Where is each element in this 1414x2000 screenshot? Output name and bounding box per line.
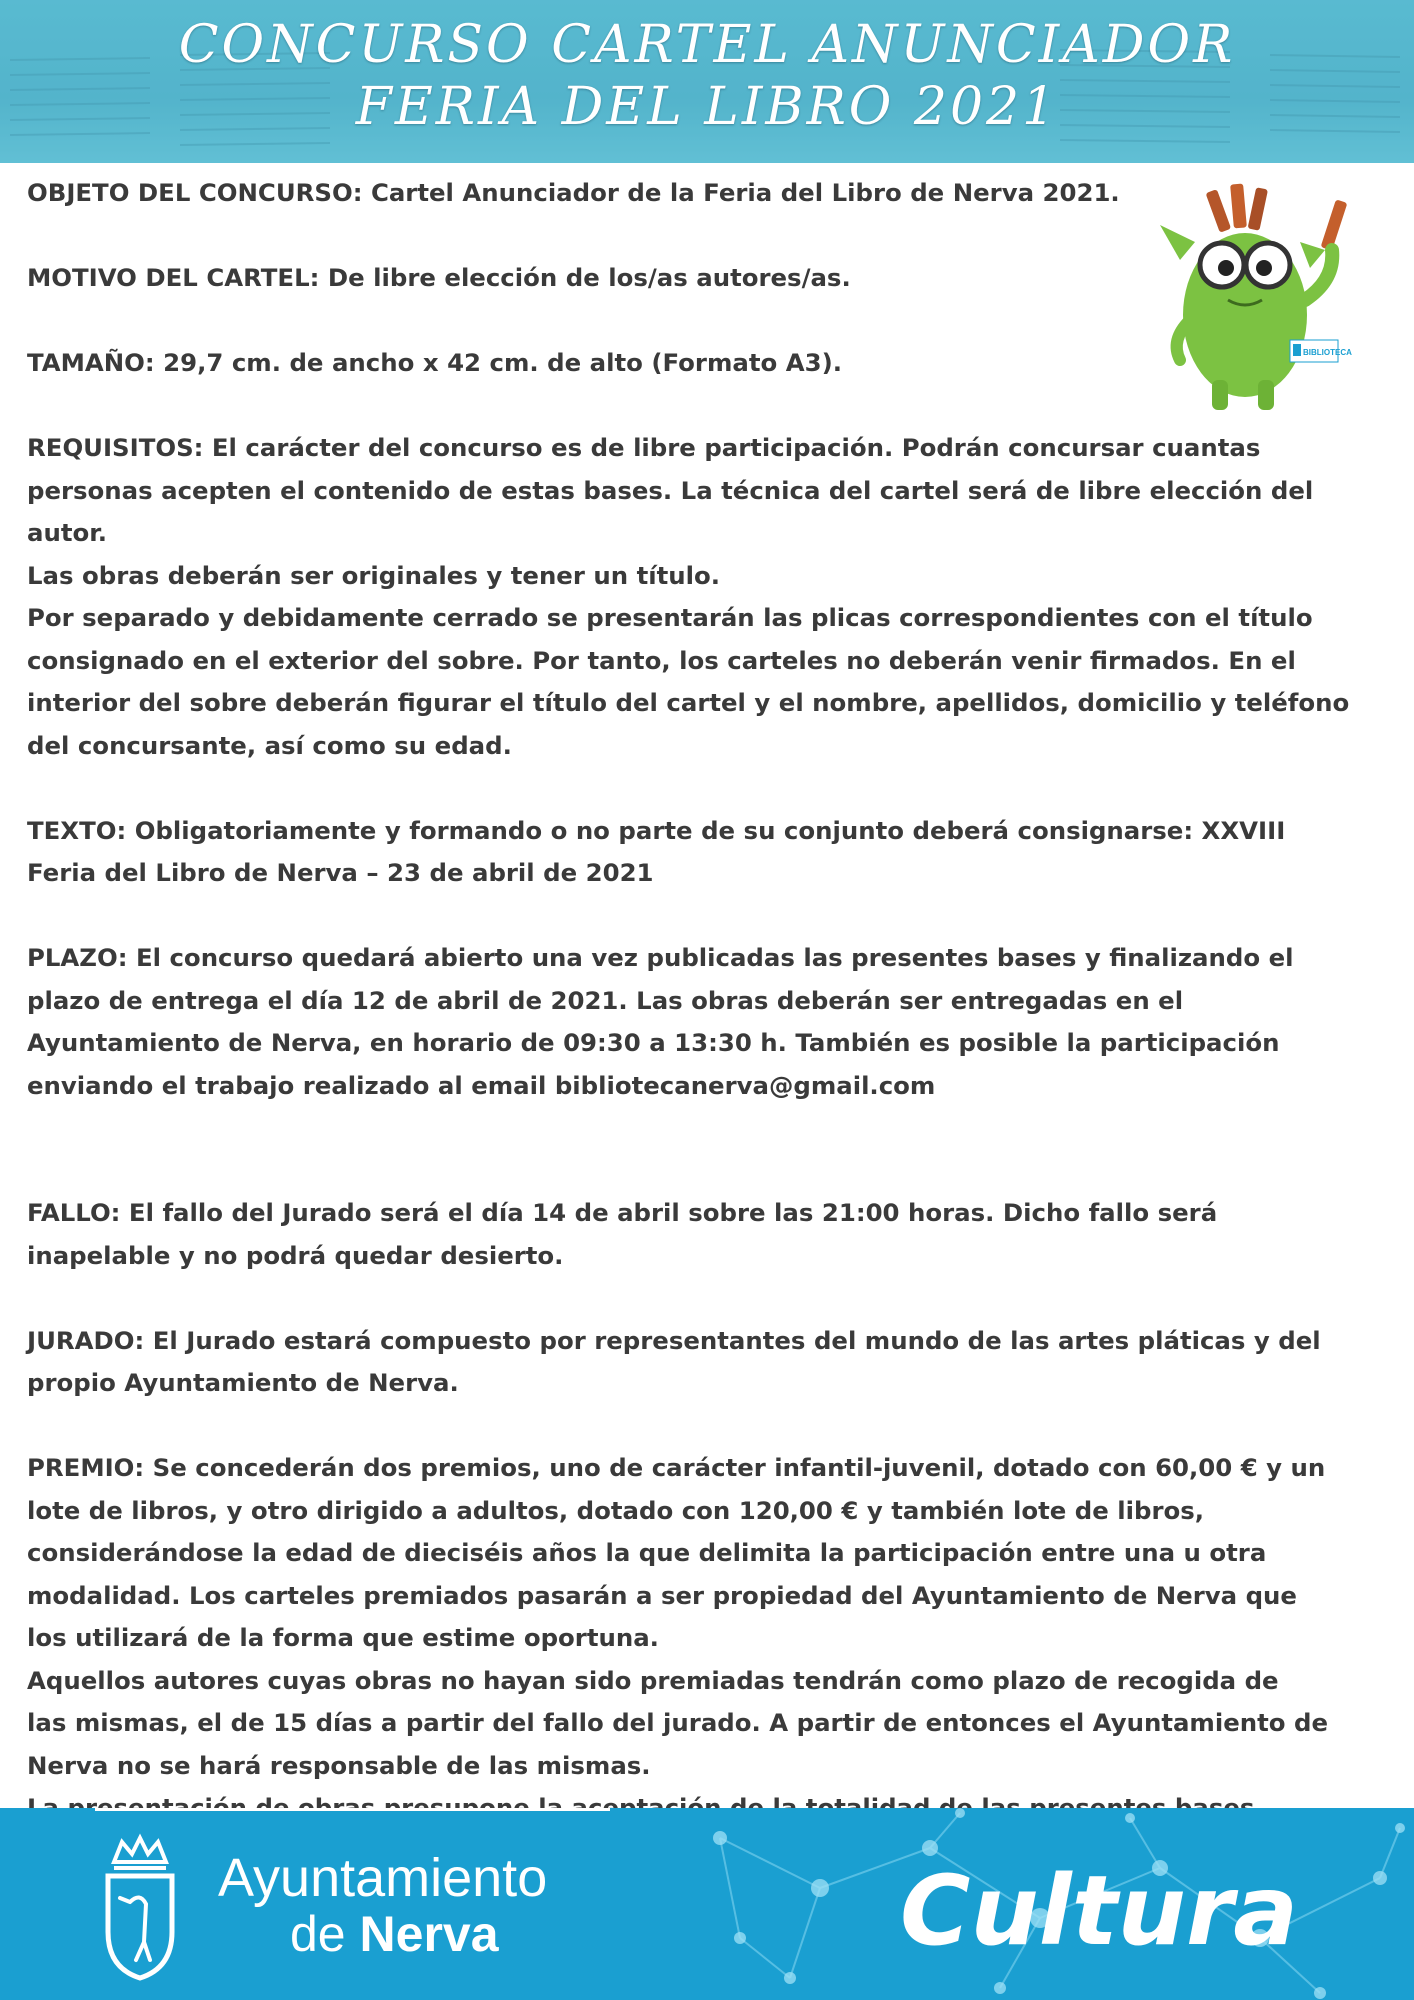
section-plazo (27, 937, 1397, 1107)
premio-line: Aquellos autores cuyas obras no hayan sido premiadas tendrán como plazo de recogida de (27, 1665, 1279, 1695)
section-objeto (27, 172, 1397, 215)
poster-body (27, 172, 1397, 1830)
biblioteca-badge-text: BIBLIOTECA (1303, 348, 1352, 357)
texto-line: TEXTO: Obligatoriamente y formando o no parte de su conjunto deberá consignarse: XXVIII (27, 815, 1286, 845)
nerva-coat-of-arms-icon (100, 1832, 180, 1982)
requisitos-line: personas acepten el contenido de estas bases. La técnica del cartel será de libre elección del (27, 475, 1314, 505)
plazo-line: plazo de entrega el día 12 de abril de 2021. Las obras deberán ser entregadas en el (27, 985, 1184, 1015)
objeto-text: OBJETO DEL CONCURSO: Cartel Anunciador de la Feria del Libro de Nerva 2021. (27, 178, 1120, 207)
plazo-line: PLAZO: El concurso quedará abierto una vez publicadas las presentes bases y finalizando el (27, 943, 1294, 972)
title-line-2: FERIA DEL LIBRO 2021 (355, 77, 1059, 137)
jurado-line: JURADO: El Jurado estará compuesto por representantes del mundo de las artes pláticas y del (27, 1325, 1321, 1355)
plazo-line: enviando el trabajo realizado al email bibliotecanerva@gmail.com (27, 1070, 936, 1100)
section-tamano (27, 342, 1397, 385)
requisitos-line: autor. (27, 518, 108, 547)
section-fallo (27, 1192, 1397, 1277)
requisitos-line: del concursante, así como su edad. (27, 730, 512, 760)
premio-line: considerándose la edad de dieciséis años la que delimita la participación entre una u otra (27, 1538, 1267, 1567)
requisitos-line: REQUISITOS: El carácter del concurso es de libre participación. Podrán concursar cuantas (27, 433, 1261, 462)
motivo-text: MOTIVO DEL CARTEL: De libre elección de los/as autores/as. (27, 263, 851, 292)
section-jurado (27, 1320, 1397, 1405)
premio-line: Nerva no se hará responsable de las mismas. (27, 1750, 651, 1780)
premio-line: los utilizará de la forma que estime oportuna. (27, 1623, 659, 1652)
de-text: de (290, 1906, 346, 1962)
cultura-label: Cultura (900, 1855, 1299, 1967)
jurado-line: propio Ayuntamiento de Nerva. (27, 1368, 459, 1397)
poster-title (0, 14, 1414, 138)
requisitos-line: consignado en el exterior del sobre. Por tanto, los carteles no deberán venir firmados. En el (27, 645, 1296, 675)
premio-line: modalidad. Los carteles premiados pasarán a ser propiedad del Ayuntamiento de Nerva que (27, 1580, 1297, 1610)
fallo-line: FALLO: El fallo del Jurado será el día 14 de abril sobre las 21:00 horas. Dicho fallo será (27, 1198, 1218, 1227)
header-banner (0, 0, 1414, 163)
title-line-1: CONCURSO CARTEL ANUNCIADOR (178, 15, 1236, 75)
premio-line: las mismas, el de 15 días a partir del fallo del jurado. A partir de entonces el Ayuntamiento de (27, 1708, 1329, 1737)
section-texto (27, 810, 1397, 895)
footer-banner (0, 1808, 1414, 2000)
premio-line: PREMIO: Se concederán dos premios, uno de carácter infantil-juvenil, dotado con 60,00 € y un (27, 1453, 1326, 1482)
requisitos-line: interior del sobre deberán figurar el título del cartel y el nombre, apellidos, domicilio y teléfono (27, 688, 1350, 717)
ayuntamiento-label: Ayuntamiento (218, 1848, 548, 1908)
section-premio (27, 1447, 1397, 1830)
fallo-line: inapelable y no podrá quedar desierto. (27, 1240, 564, 1270)
requisitos-line: Por separado y debidamente cerrado se presentarán las plicas correspondientes con el título (27, 603, 1313, 632)
footer-divider (95, 1808, 610, 1811)
requisitos-line: Las obras deberán ser originales y tener un título. (27, 560, 721, 590)
section-motivo (27, 257, 1397, 300)
texto-line: Feria del Libro de Nerva – 23 de abril de 2021 (27, 858, 654, 887)
tamano-text: TAMAÑO: 29,7 cm. de ancho x 42 cm. de alto (Formato A3). (27, 348, 843, 377)
de-nerva-label (290, 1906, 499, 1962)
section-requisitos (27, 427, 1397, 767)
nerva-text: Nerva (359, 1906, 499, 1962)
premio-line: lote de libros, y otro dirigido a adultos, dotado con 120,00 € y también lote de libros, (27, 1495, 1205, 1525)
plazo-line: Ayuntamiento de Nerva, en horario de 09:30 a 13:30 h. También es posible la participación (27, 1028, 1280, 1057)
